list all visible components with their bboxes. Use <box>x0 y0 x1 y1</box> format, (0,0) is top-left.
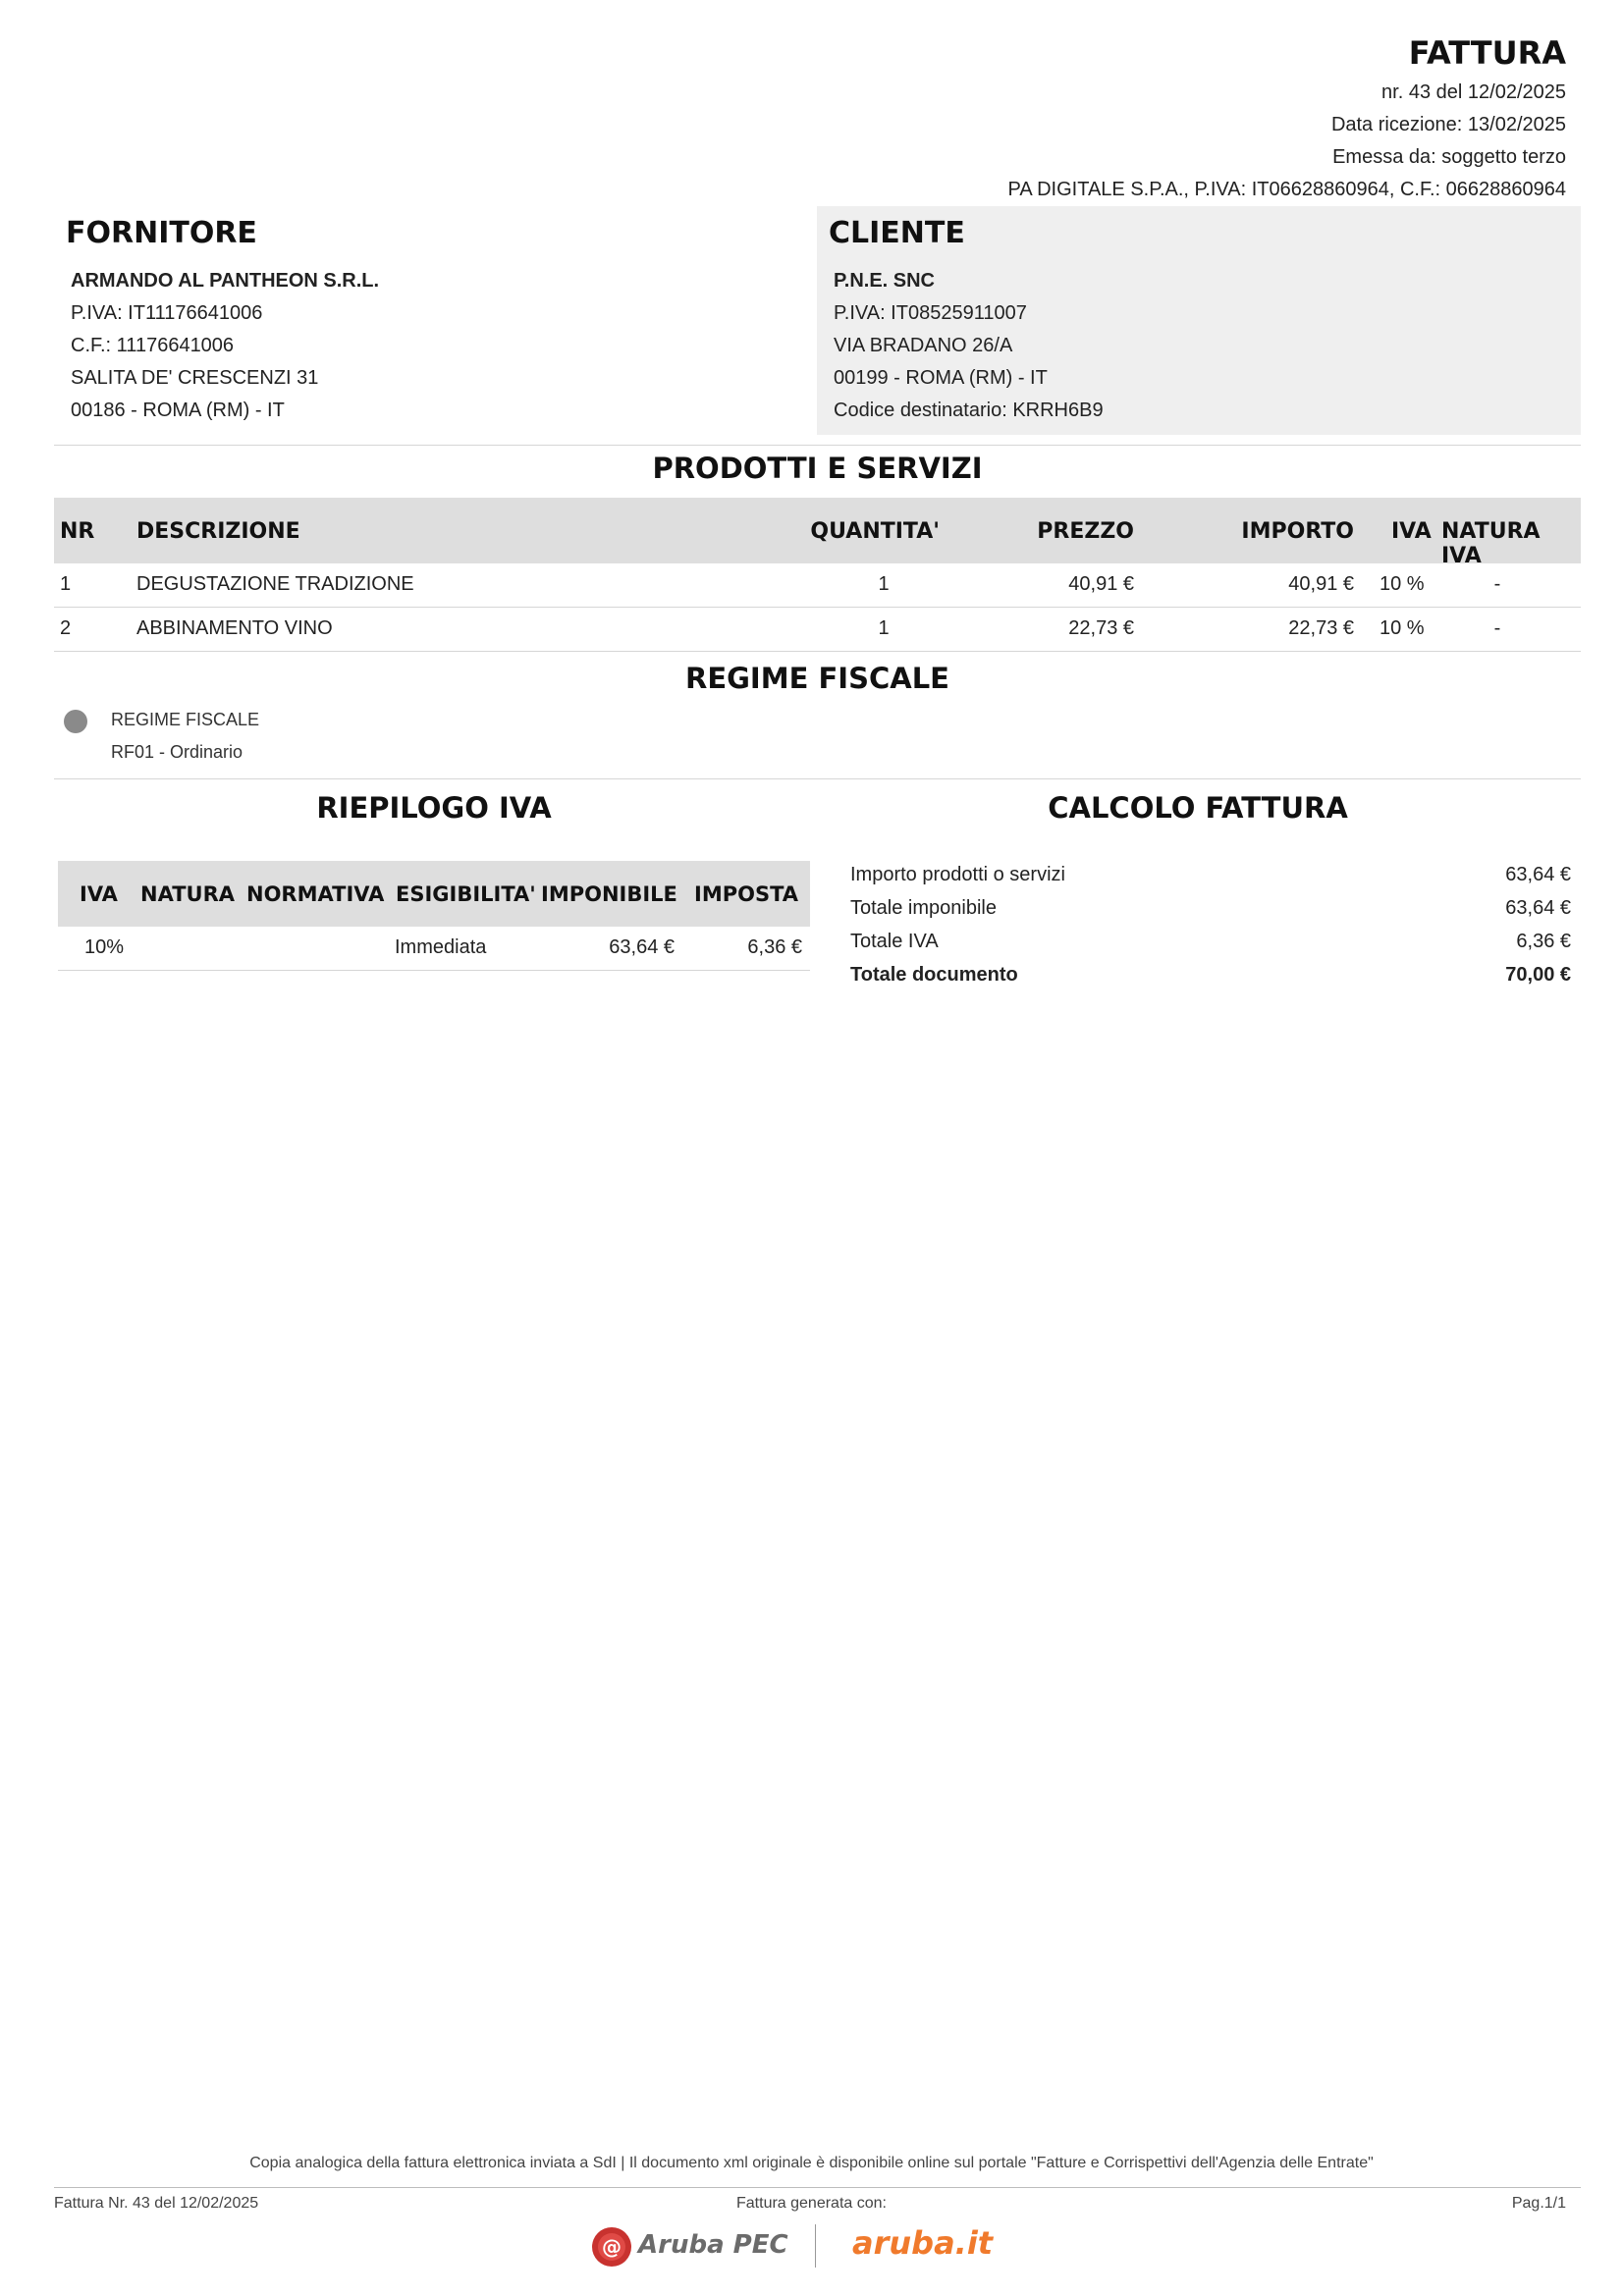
bullet-icon <box>64 710 87 733</box>
table-row <box>54 608 1581 652</box>
col-tax: IMPOSTA <box>694 882 799 906</box>
supplier-name: ARMANDO AL PANTHEON S.R.L. <box>71 270 380 292</box>
footer-note: Copia analogica della fattura elettronica inviata a SdI | Il documento xml originale è disponibile online sul portale "Fatture e Corrispettivi dell'Agenzia delle Entrate" <box>249 2155 1374 2171</box>
col-nr: NR <box>60 519 95 544</box>
customer-address: VIA BRADANO 26/A <box>834 335 1013 356</box>
cell-amount: 40,91 € <box>1288 573 1354 595</box>
calc-label: Importo prodotti o servizi <box>850 864 1065 885</box>
col-nature: NATURA <box>140 882 235 906</box>
col-price: PREZZO <box>1037 519 1134 544</box>
issued-by: Emessa da: soggetto terzo <box>1332 146 1566 168</box>
customer-title: CLIENTE <box>829 216 965 250</box>
intermediary: PA DIGITALE S.P.A., P.IVA: IT06628860964, C.F.: 06628860964 <box>1007 179 1566 200</box>
calc-value: 6,36 € <box>1516 931 1571 952</box>
col-norm: NORMATIVA <box>246 882 385 906</box>
regime-title: REGIME FISCALE <box>684 662 949 695</box>
calc-row <box>850 897 1571 931</box>
calc-total-value: 70,00 € <box>1505 964 1571 986</box>
vat-summary-title: RIEPILOGO IVA <box>316 791 552 825</box>
cell-description: DEGUSTAZIONE TRADIZIONE <box>136 573 414 595</box>
supplier-tax-code: C.F.: 11176641006 <box>71 335 235 356</box>
col-taxable: IMPONIBILE <box>541 882 677 906</box>
col-amount: IMPORTO <box>1241 519 1354 544</box>
footer-invoice-ref: Fattura Nr. 43 del 12/02/2025 <box>54 2195 259 2212</box>
svg-text:@: @ <box>602 2235 622 2259</box>
logo-separator <box>815 2224 816 2268</box>
calc-total-label: Totale documento <box>850 964 1018 986</box>
footer-page: Pag.1/1 <box>1511 2195 1566 2212</box>
supplier-city: 00186 - ROMA (RM) - IT <box>71 400 285 421</box>
cell-description: ABBINAMENTO VINO <box>136 617 333 639</box>
cell-amount: 22,73 € <box>1288 617 1354 639</box>
table-row <box>54 563 1581 608</box>
table-row <box>58 927 810 971</box>
footer-divider <box>54 2187 1581 2188</box>
cell-quantity: 1 <box>878 573 890 595</box>
calc-title: CALCOLO FATTURA <box>1048 791 1348 825</box>
cell-nr: 2 <box>60 617 72 639</box>
cell-price: 22,73 € <box>1068 617 1134 639</box>
calc-row-total <box>850 964 1571 997</box>
regime-value: RF01 - Ordinario <box>111 742 243 762</box>
supplier-vat: P.IVA: IT11176641006 <box>71 302 263 324</box>
cell-vat-nature: - <box>1493 573 1501 595</box>
supplier-address: SALITA DE' CRESCENZI 31 <box>71 367 319 389</box>
col-vat-nature: NATURA IVA <box>1441 519 1541 568</box>
calc-summary <box>850 864 1571 997</box>
calc-row <box>850 864 1571 897</box>
supplier-box <box>54 206 805 435</box>
customer-vat: P.IVA: IT08525911007 <box>834 302 1027 324</box>
logos <box>589 2220 1001 2271</box>
vat-table-header <box>58 861 810 927</box>
reception-date: Data ricezione: 13/02/2025 <box>1330 114 1566 135</box>
calc-value: 63,64 € <box>1505 897 1571 919</box>
calc-label: Totale IVA <box>850 931 939 952</box>
aruba-it-logo: aruba.it <box>852 2224 994 2262</box>
customer-city: 00199 - ROMA (RM) - IT <box>834 367 1048 389</box>
document-header <box>682 29 1566 206</box>
vat-summary-table <box>58 861 810 971</box>
supplier-title: FORNITORE <box>66 216 257 250</box>
products-title: PRODOTTI E SERVIZI <box>652 452 983 485</box>
col-description: DESCRIZIONE <box>136 519 300 544</box>
footer-generated-with: Fattura generata con: <box>736 2195 887 2212</box>
cell-chargeability: Immediata <box>395 936 487 958</box>
col-vat: IVA <box>1391 519 1432 544</box>
divider <box>54 778 1581 779</box>
cell-vat: 10 % <box>1380 617 1425 639</box>
cell-nr: 1 <box>60 573 72 595</box>
cell-quantity: 1 <box>878 617 890 639</box>
cell-tax: 6,36 € <box>747 936 802 958</box>
calc-label: Totale imponibile <box>850 897 997 919</box>
customer-box <box>817 206 1581 435</box>
customer-recipient-code: Codice destinatario: KRRH6B9 <box>834 400 1104 421</box>
cell-taxable: 63,64 € <box>609 936 675 958</box>
divider <box>54 445 1581 446</box>
regime-label: REGIME FISCALE <box>111 710 260 729</box>
invoice-number: nr. 43 del 12/02/2025 <box>1381 81 1566 103</box>
cell-vat: 10 % <box>1380 573 1425 595</box>
aruba-pec-seal-icon <box>589 2224 634 2269</box>
col-quantity: QUANTITA' <box>810 519 940 544</box>
customer-name: P.N.E. SNC <box>834 270 935 292</box>
calc-value: 63,64 € <box>1505 864 1571 885</box>
calc-row <box>850 931 1571 964</box>
products-table-header <box>54 498 1581 568</box>
document-title: FATTURA <box>1408 34 1566 72</box>
col-chargeability: ESIGIBILITA' <box>396 882 536 906</box>
cell-vat-rate: 10% <box>84 936 125 958</box>
products-table <box>54 498 1581 652</box>
cell-price: 40,91 € <box>1068 573 1134 595</box>
aruba-pec-logo: Aruba PEC <box>638 2230 788 2260</box>
col-vat-rate: IVA <box>80 882 118 906</box>
cell-vat-nature: - <box>1493 617 1501 639</box>
